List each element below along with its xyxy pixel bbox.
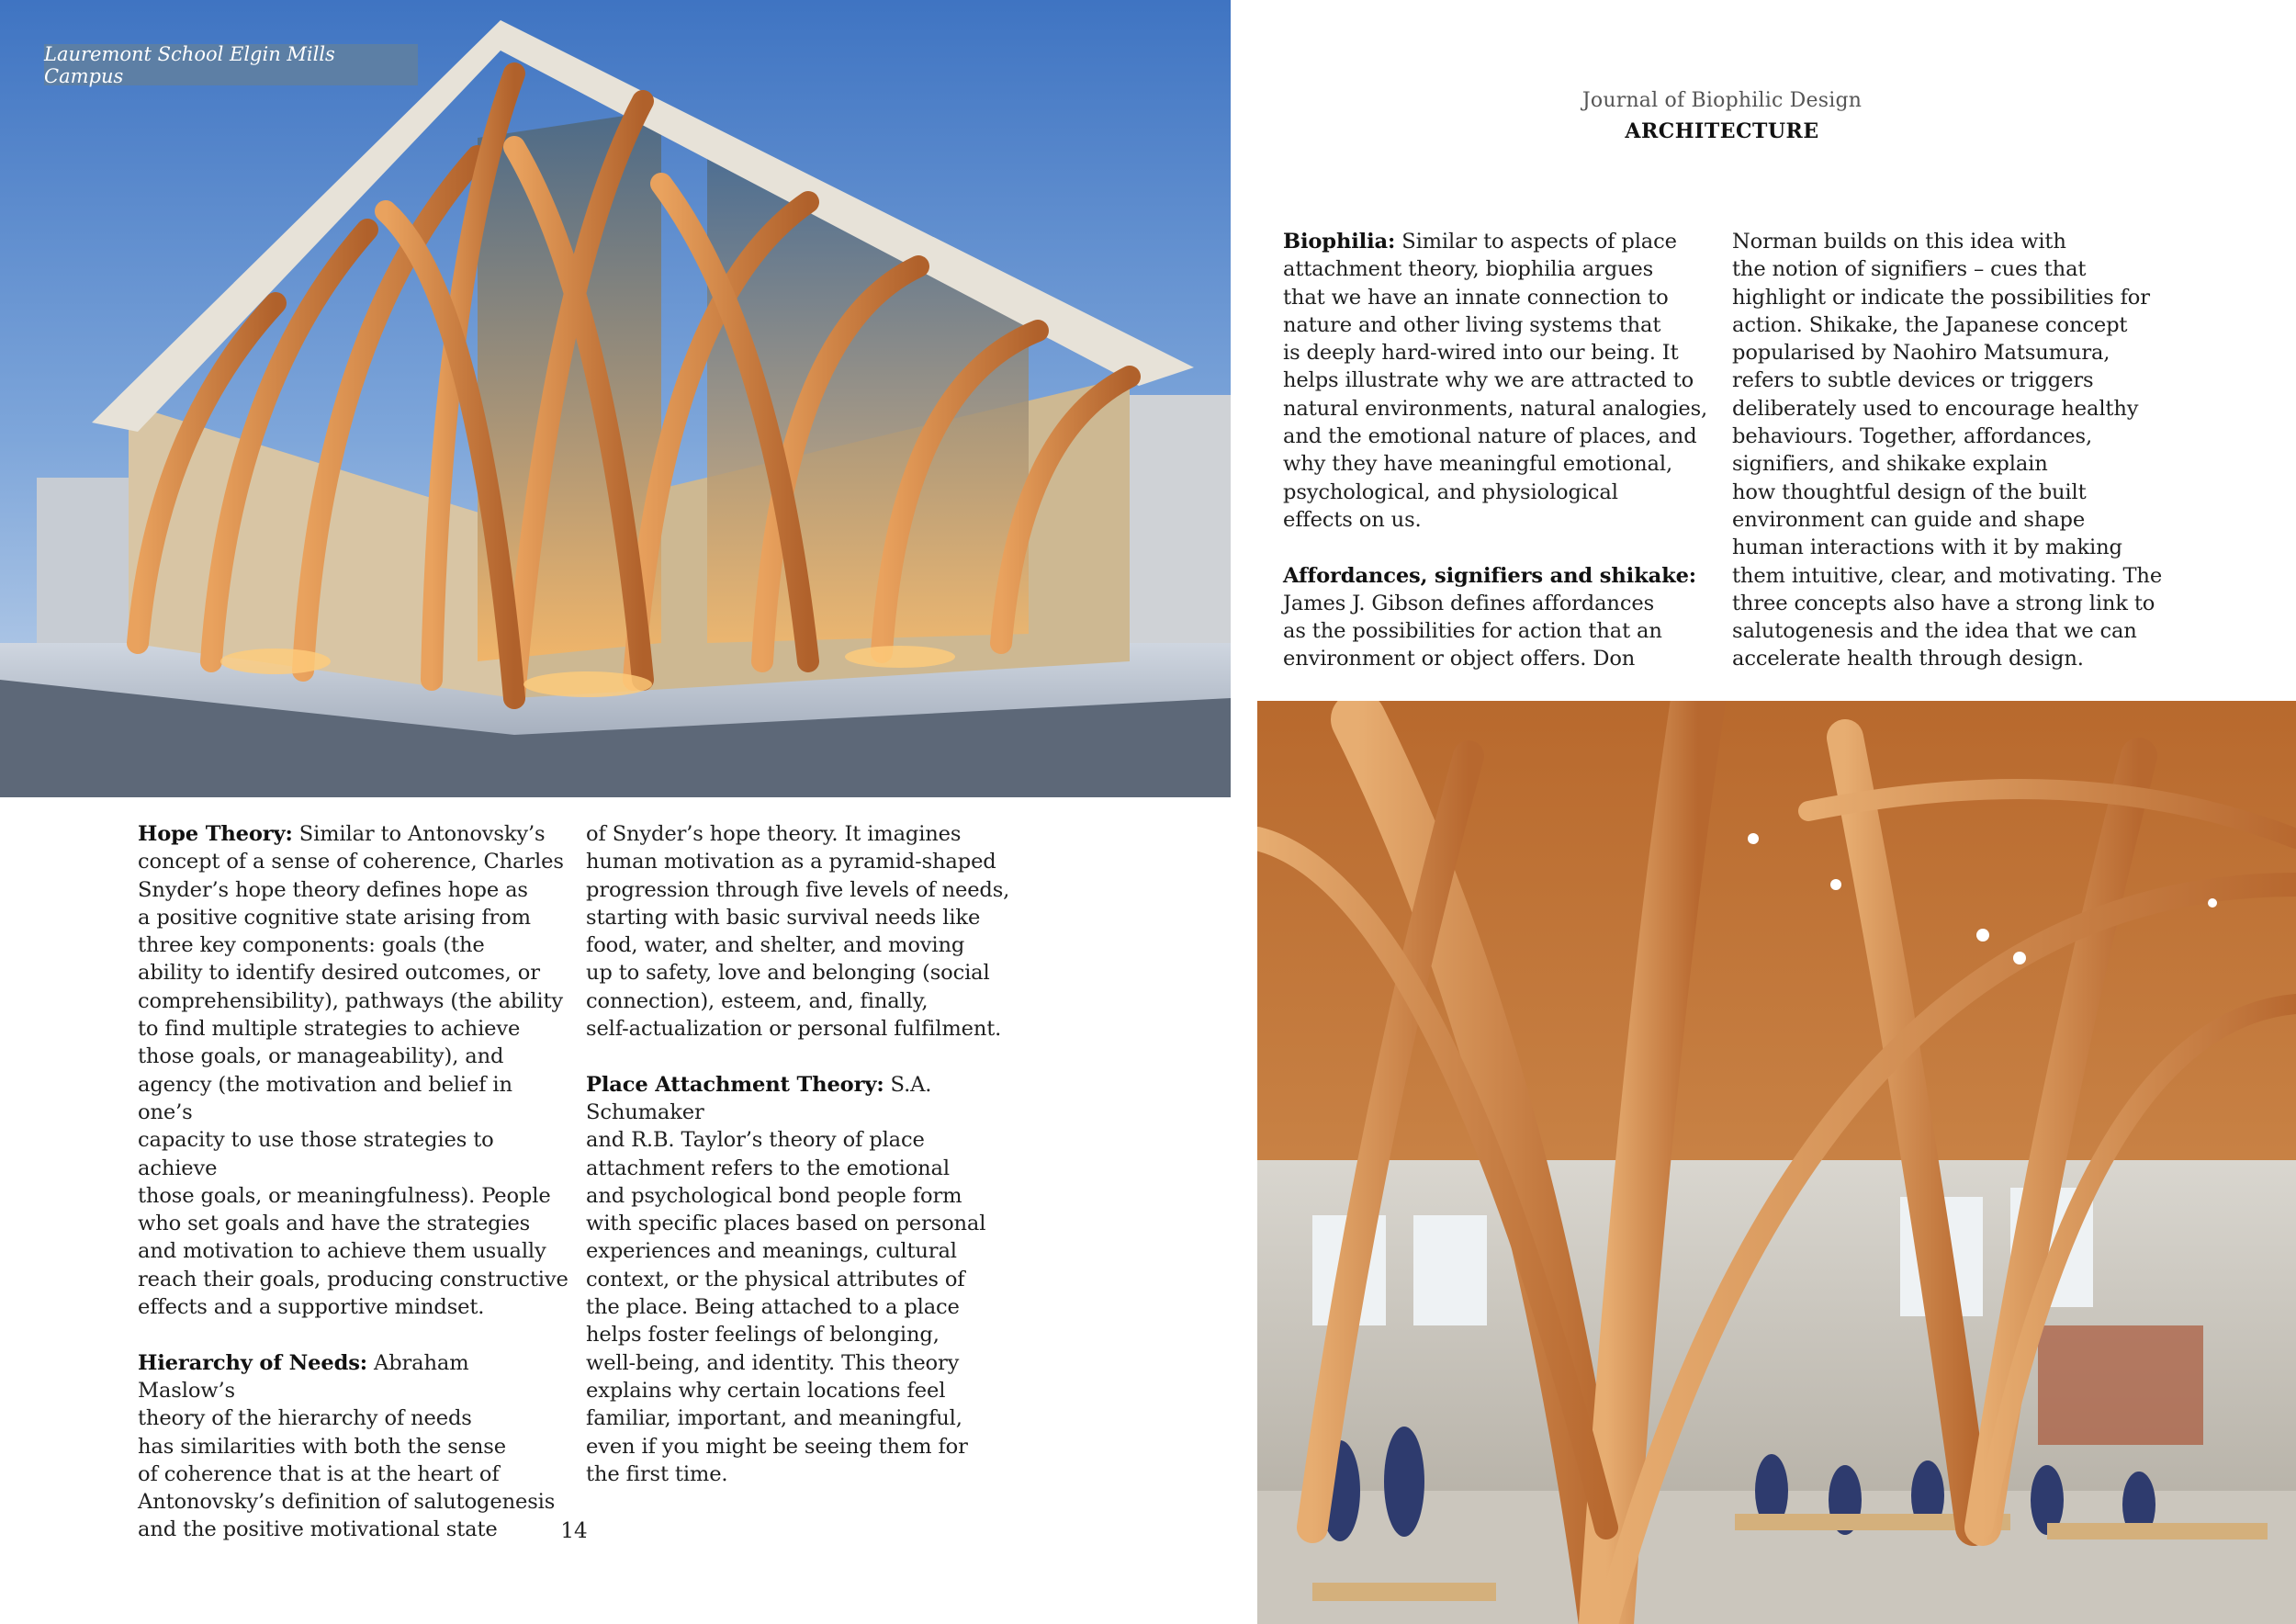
affordances-heading: Affordances, signifiers and shikake: [1283,563,1696,588]
exterior-photo [0,0,1231,797]
right-column-1 [1283,228,1715,673]
affordances-continued-paragraph: Norman builds on this idea with the notion of signifiers – cues that highlight or indicate the possibilities for action. Shikake, the Japanese concept popularised by Naohiro Matsumura, refers to subtle devices or triggers deliberately used to encourage healthy behaviours. Together, affordances, signifiers, and shikake explain how thoughtful design of the built environment can guide and shape human interactions with it by making them intuitive, clear, and motivating. The three concepts also have a strong link to salutogenesis and the idea that we can accelerate health through design. [1732,230,2163,671]
hierarchy-of-needs-heading: Hierarchy of Needs: [138,1350,367,1375]
affordances-paragraph: Affordances, signifiers and shikake: James J. Gibson defines affordances as the possibilities for action that an environment or object offers. Don [1283,563,1696,671]
place-attachment-paragraph: Place Attachment Theory: S.A. Schumaker and R.B. Taylor’s theory of place attachment refers to the emotional and psychological bond people form with specific places based on personal experiences and meanings, cultural context, or the physical attributes of the place. Being attached to a place helps foster feelings of belonging, well-being, and identity. This theory explains why certain locations feel familiar, important, and meaningful, even if you might be seeing them for the first time. [586,1072,986,1486]
interior-hall-illustration [1257,701,2296,1624]
hope-theory-heading: Hope Theory: [138,822,293,846]
right-column-2 [1732,228,2164,673]
journal-title: Journal of Biophilic Design [1581,89,1863,112]
journal-header [1506,86,1938,147]
hierarchy-of-needs-paragraph: Hierarchy of Needs: Abraham Maslow’s theory of the hierarchy of needs has similarities with both the sense of coherence that is at the heart of Antonovsky’s definition of salutogenesis and the positive motivational state [138,1350,556,1542]
biophilia-heading: Biophilia: [1283,230,1396,254]
hope-theory-paragraph: Hope Theory: Similar to Antonovsky’s concept of a sense of coherence, Charles Snyder’s hope theory defines hope as a positive cognitive state arising from three key components: goals (the ability to identify desired outcomes, or comprehensibility), pathways (the ability to find multiple strategies to achieve those goals, or manageability), and agency (the motivation and belief in one’s capacity to use those strategies to achieve those goals, or meaningfulness). People who set goals and have the strategies and motivation to achieve them usually reach their goals, producing constructive effects and a supportive mindset. [138,822,568,1320]
exterior-building-illustration [0,0,1231,797]
place-attachment-heading: Place Attachment Theory: [586,1072,884,1097]
photo-caption: Lauremont School Elgin Mills Campus [44,44,418,85]
left-column-2 [586,820,1018,1488]
page-number: 14 [560,1519,588,1543]
hierarchy-continued-paragraph: of Snyder’s hope theory. It imagines human motivation as a pyramid-shaped progression through five levels of needs, starting with basic survival needs like food, water, and shelter, and moving up to safety, love and belonging (social connection), esteem, and, finally, self-actualization or personal fulfilment. [586,822,1010,1042]
biophilia-paragraph: Biophilia: Similar to aspects of place attachment theory, biophilia argues that we have an innate connection to nature and other living systems that is deeply hard-wired into our being. It helps illustrate why we are attracted to natural environments, natural analogies, and the emotional nature of places, and why they have meaningful emotional, psychological, and physiological effects on us. [1283,230,1708,532]
left-column-1 [138,820,569,1544]
section-title: ARCHITECTURE [1625,119,1819,143]
interior-photo [1257,701,2296,1624]
